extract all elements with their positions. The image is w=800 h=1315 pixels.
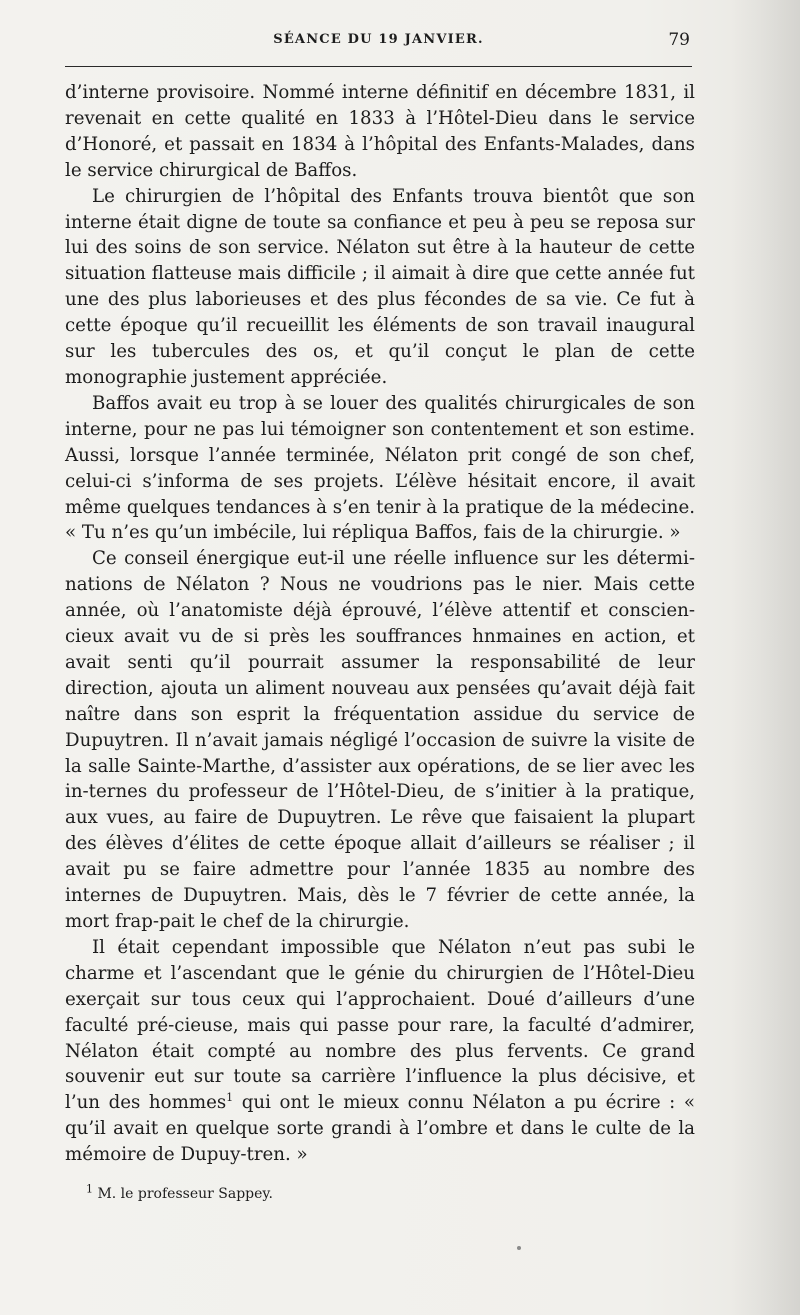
paragraph: Baffos avait eu trop à se louer des qualités chirurgicales de son interne, pour ne pas lui témoigner son contentement et son estime. Aussi, lorsque l’année terminée, Nélaton prit congé de son chef, celui-ci s’informa de ses projets. L’élève hésitait encore, il avait même quelques tendances à s’en tenir à la pratique de la médecine. « Tu n’es qu’un imbécile, lui répliqua Baffos, fais de la chirurgie. » [65, 392, 695, 544]
page-number: 79 [668, 30, 690, 50]
paragraph: Le chirurgien de l’hôpital des Enfants trouva bientôt que son interne était digne de toute sa confiance et peu à peu se reposa sur lui des soins de son service. Nélaton sut être à la hauteur de cette situation flatteuse mais difficile ; il aimait à dire que cette année fut une des plus laborieuses et des plus fécondes de sa vie. Ce fut à cette époque qu’il recueillit les éléments de son travail inaugural sur les tubercules des os, et qu’il conçut le plan de cette monographie justement appréciée. [65, 185, 695, 388]
paragraph: d’interne provisoire. Nommé interne définitif en décembre 1831, il revenait en cette qualité en 1833 à l’Hôtel-Dieu dans le service d’Honoré, et passait en 1834 à l’hôpital des Enfants-Malades, dans le service chirurgical de Baffos. [65, 82, 695, 181]
footnote [86, 1182, 273, 1202]
footnote-text: M. le professeur Sappey. [93, 1186, 273, 1202]
footnote-reference: 1 [226, 1091, 234, 1105]
header-rule [65, 66, 692, 67]
footnote-marker: 1 [86, 1182, 93, 1196]
body-text [65, 80, 695, 1168]
paragraph-text: qui ont le mieux connu Nélaton a pu écrire : « qu’il avait en quelque sorte grandi à l’ombre et dans le culte de la mémoire de Dupuy-tren. » [65, 1092, 695, 1166]
page-edge-shadow [730, 0, 800, 1315]
paragraph-text: Il était cependant impossible que Nélaton n’eut pas subi le charme et l’ascendant que le génie du chirurgien de l’Hôtel-Dieu exerçait sur tous ceux qui l’approchaient. Doué d’ailleurs d’une faculté pré-cieuse, mais qui passe pour rare, la faculté d’admirer, Nélaton était compté au nombre des plus fervents. Ce grand souvenir eut sur toute sa carrière l’influence la plus décisive, et l’un des hommes [65, 936, 695, 1114]
paragraph: Ce conseil énergique eut-il une réelle influence sur les détermi-nations de Nélaton ? Nous ne voudrions pas le nier. Mais cette année, où l’anatomiste déjà éprouvé, l’élève attentif et conscien-cieux avait vu de si près les souffrances hnmaines en action, et avait senti qu’il pourrait assumer la responsabilité de leur direction, ajouta un aliment nouveau aux pensées qu’avait déjà fait naître dans son esprit la fréquentation assidue du service de Dupuytren. Il n’avait jamais négligé l’occasion de suivre la visite de la salle Sainte-Marthe, d’assister aux opérations, de se lier avec les in-ternes du professeur de l’Hôtel-Dieu, de s’initier à la pratique, aux vues, au faire de Dupuytren. Le rêve que faisaient la plupart des élèves d’élites de cette époque allait d’ailleurs se réaliser ; il avait pu se faire admettre pour l’année 1835 au nombre des internes de Dupuytren. Mais, dès le 7 février de cette année, la mort frap-pait le chef de la chirurgie. [65, 548, 695, 932]
paragraph-last [65, 935, 695, 1168]
page-header [65, 30, 692, 56]
running-head: SÉANCE DU 19 JANVIER. [273, 32, 484, 47]
paper-speck [517, 1246, 521, 1250]
